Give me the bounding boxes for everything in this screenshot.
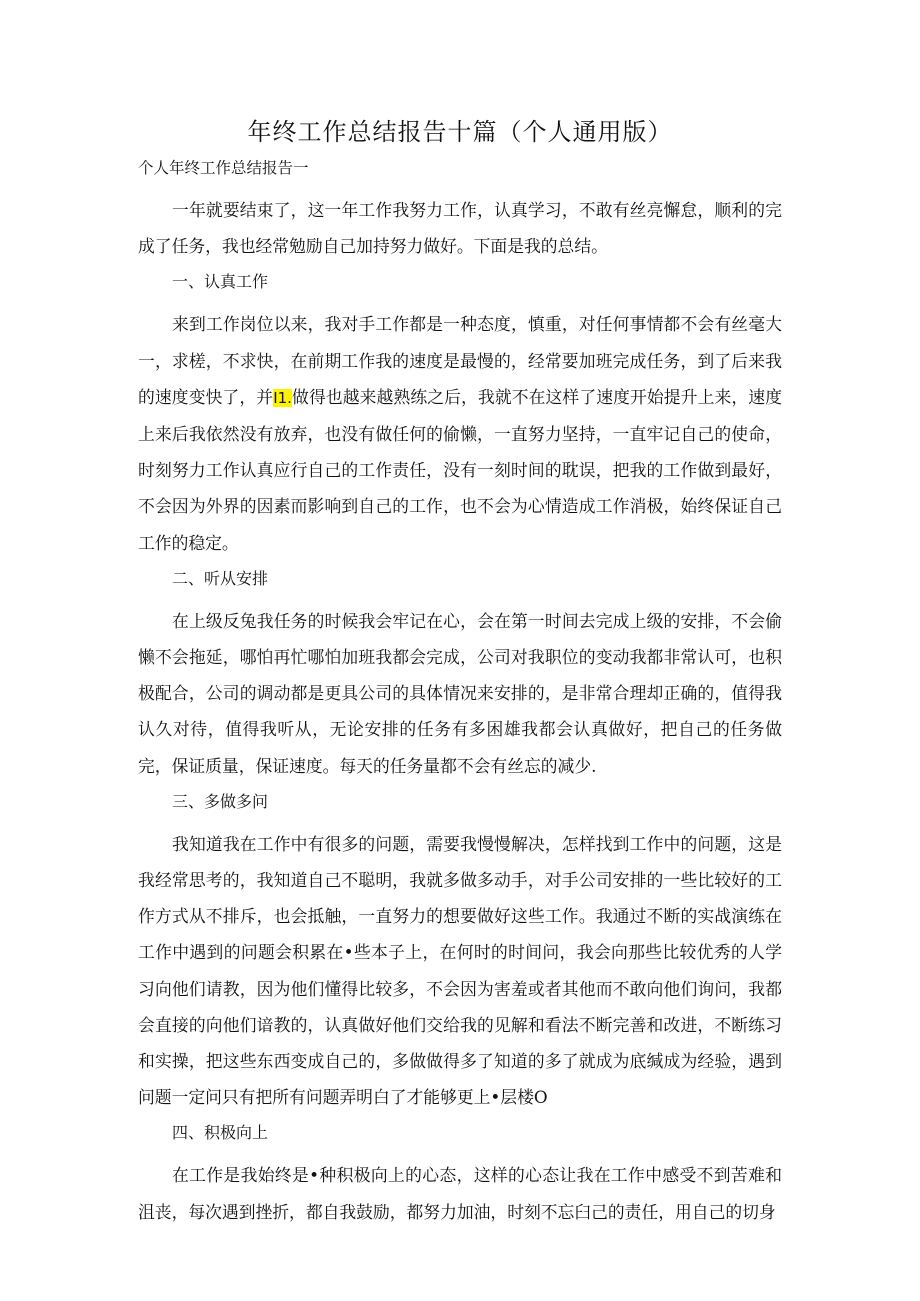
section-heading-4: 四、积极向上	[172, 1123, 269, 1143]
report-subtitle: 个人年终工作总结报告一	[138, 159, 309, 177]
document-body	[138, 156, 782, 1236]
section-1-text-before: 来到工作岗位以来，我对手工作都是一种态度，慎重，对任何事情都不会有丝毫大一，求槎，不求快，在前期工作我的速度是最慢的，经常要加班完成任务，到了后来我的速度变快了，并	[138, 314, 782, 407]
section-heading-3: 三、多做多问	[172, 791, 269, 811]
section-heading-1: 一、认真工作	[172, 272, 269, 292]
section-paragraph-2: 在上级反兔我任务的时候我会牢记在心，会在第一时间去完成上级的安排，不会偷懒不会拖延，哪怕再忙哪怕加班我都会完成，公司对我职位的变动我都非常认可，也积极配合，公司的调动都是更具公司的具体情况来安排的，是非常合理却正确的，值得我认久对待，值得我听从，无论安排的任务有多困雄我都会认真做好，把自己的任务做完，保证质量，保证速度。每天的任务量都不会有丝忘的减少.	[138, 610, 782, 776]
document-title: 年终工作总结报告十篇（个人通用版）	[247, 118, 673, 146]
highlighted-text: I1.	[273, 388, 292, 407]
section-heading-2: 二、听从安排	[172, 568, 269, 588]
section-1-text-after: 做得也越来越熟练之后，我就不在这样了速度开始提升上来，速度上来后我依然没有放弃，也没有做任何的偷懒，一直努力坚持，一直牢记自己的使命，时刻努力工作认真应行自己的工作责任，没有一刻时间的耽误，把我的工作做到最好，不会因为外界的因素而影响到自己的工作，也不会为心情造成工作消极，始终保证自己工作的稳定。	[138, 386, 782, 553]
intro-paragraph: 一年就要结束了，这一年工作我努力工作，认真学习，不敢有丝亮懈怠，顺利的完成了任务，我也经常勉励自己加持努力做好。下面是我的总结。	[138, 200, 782, 257]
section-paragraph-4: 在工作是我始终是•种积极向上的心态，这样的心态让我在工作中感受不到苦难和沮丧，每次遇到挫折，都自我鼓励，都努力加油，时刻不忘臼己的责任，用自己的切身	[138, 1165, 782, 1222]
section-paragraph-1	[138, 306, 782, 560]
section-paragraph-3: 我知道我在工作中有很多的问题，需要我慢慢解决，怎样找到工作中的问题，这是我经常思考的，我知道自己不聪明，我就多做多动手，对手公司安排的一些比较好的工作方式从不排斥，也会抵触，一直努力的想要做好这些工作。我通过不断的实战演练在工作中遇到的问题会积累在•些本子上，在何时的时间问，我会向那些比较优秀的人学习向他们请教，因为他们懂得比较多，不会因为害羞或者其他而不敢向他们询问，我都会直接的向他们谙教的，认真做好他们交给我的见解和看法不断完善和改进，不断练习和实操，把这些东西变成自己的，多做做得多了知道的多了就成为底缄成为经验，遇到问题一定问只有把所有问题弄明白了才能够更上•层楼O	[138, 833, 782, 1108]
